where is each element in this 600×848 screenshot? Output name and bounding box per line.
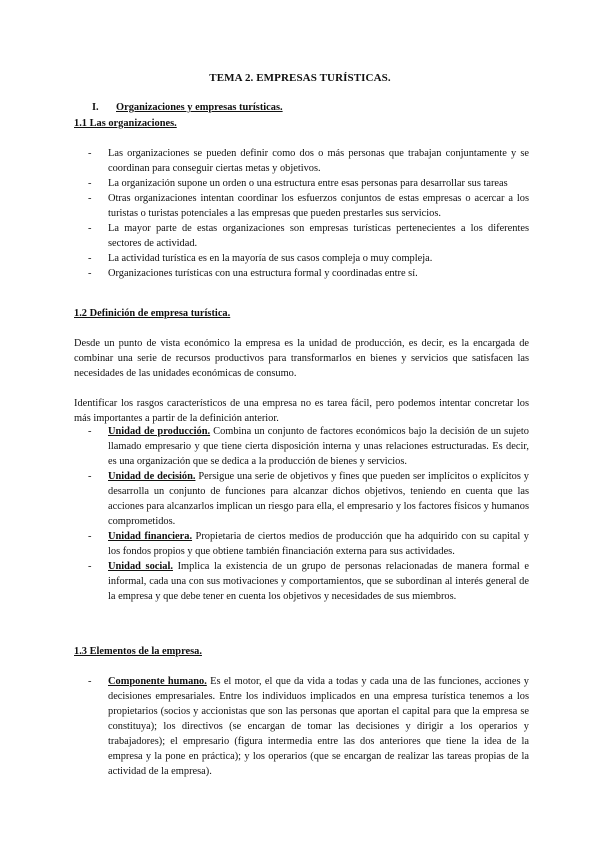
list-item-term: Unidad social.: [108, 561, 173, 572]
dash-bullet: -: [88, 223, 92, 234]
list-item: - La mayor parte de estas organizaciones son empresas turísticas pertenecientes a los diferentes sectores de actividad.: [88, 223, 529, 249]
definition-paragraph: Desde un punto de vista económico la empresa es la unidad de producción, es decir, es la encargada de combinar una serie de recursos productivos para transformarlos en bienes y servicios que satisfacen las necesidades de las unidades económicas de consumo.: [74, 338, 529, 379]
dash-bullet: -: [88, 676, 92, 687]
dash-bullet: -: [88, 426, 92, 437]
list-item: - Organizaciones turísticas con una estructura formal y coordinadas entre sí.: [88, 268, 418, 279]
list-item: - Otras organizaciones intentan coordinar los esfuerzos conjuntos de estas empresas o acercar a los turistas o turistas potenciales a las empresas que pueden prestarles sus servicios.: [88, 193, 529, 219]
dash-bullet: -: [88, 178, 92, 189]
dash-bullet: -: [88, 148, 92, 159]
subsection-heading-1-3: 1.3 Elementos de la empresa.: [74, 646, 202, 657]
dash-bullet: -: [88, 193, 92, 204]
list-item-term: Componente humano.: [108, 676, 207, 687]
section-number: I.: [92, 102, 99, 113]
subsection-heading-1-1: 1.1 Las organizaciones.: [74, 118, 177, 129]
list-item: - Las organizaciones se pueden definir como dos o más personas que trabajan conjuntamente y se coordinan para conseguir ciertas metas y objetivos.: [88, 148, 529, 174]
page-title: TEMA 2. EMPRESAS TURÍSTICAS.: [209, 72, 391, 84]
list-item: - Unidad de producción. Combina un conjunto de factores económicos bajo la decisión de un sujeto llamado empresario y que tiene cierta disposición interna y unas relaciones estructuradas. Es decir, es una organización que se dedica a la producción de bienes y servicios.: [88, 426, 529, 467]
list-item: - Componente humano. Es el motor, el que da vida a todas y cada una de las funciones, acciones y decisiones empresariales. Entre los individuos implicados en una empresa turística tenemos a los propietarios (socios y accionistas que son las personas que aportan el capital para que la empresa se constituya); los directivos (se encargan de tomar las decisiones y dirigir a los operarios y trabajadores); el empresario (figura intermedia entre las dos anteriores que tiene la idea de la empresa y la pone en práctica); y los operarios (que se encargan de realizar las tareas propias de la actividad de la empresa).: [88, 676, 529, 777]
list-item: - Unidad social. Implica la existencia de un grupo de personas relacionadas de manera formal e informal, cada una con sus motivaciones y comportamientos, que se subordinan al interés general de la empresa y que debe tener en cuenta los objetivos y necesidades de sus miembros.: [88, 561, 530, 602]
section-heading: [92, 102, 283, 113]
list-item: - Unidad de decisión. Persigue una serie de objetivos y fines que pueden ser implícitos o explícitos y desarrolla un conjunto de funciones para alcanzar dichos objetivos, teniendo en cuenta que las acciones para alcanzarlos implican un riesgo para ella, el empresario y los factores físicos y humanos comprometidos.: [88, 471, 529, 527]
list-item-term: Unidad de producción.: [108, 426, 211, 437]
dash-bullet: -: [88, 561, 92, 572]
list-item-term: Unidad de decisión.: [108, 471, 196, 482]
list-item: - La actividad turística es en la mayoría de sus casos compleja o muy compleja.: [88, 253, 433, 264]
list-item: - La organización supone un orden o una estructura entre esas personas para desarrollar sus tareas: [88, 178, 508, 189]
dash-bullet: -: [88, 471, 92, 482]
dash-bullet: -: [88, 531, 92, 542]
list-item-term: Unidad financiera.: [108, 531, 193, 542]
characteristics-intro-paragraph: Identificar los rasgos característicos de una empresa no es tarea fácil, pero podemos intentar concretar los más importantes a partir de la definición anterior.: [74, 398, 529, 424]
organizations-list: [74, 146, 529, 281]
characteristics-list: [74, 424, 529, 604]
section-title: Organizaciones y empresas turísticas.: [116, 102, 283, 113]
elements-list: [74, 674, 529, 779]
subsection-heading-1-2: 1.2 Definición de empresa turística.: [74, 308, 231, 319]
dash-bullet: -: [88, 253, 92, 264]
list-item: - Unidad financiera. Propietaria de ciertos medios de producción que ha adquirido con su capital y los fondos propios y que obtiene también financiación externa para sus actividades.: [88, 531, 529, 557]
dash-bullet: -: [88, 268, 92, 279]
